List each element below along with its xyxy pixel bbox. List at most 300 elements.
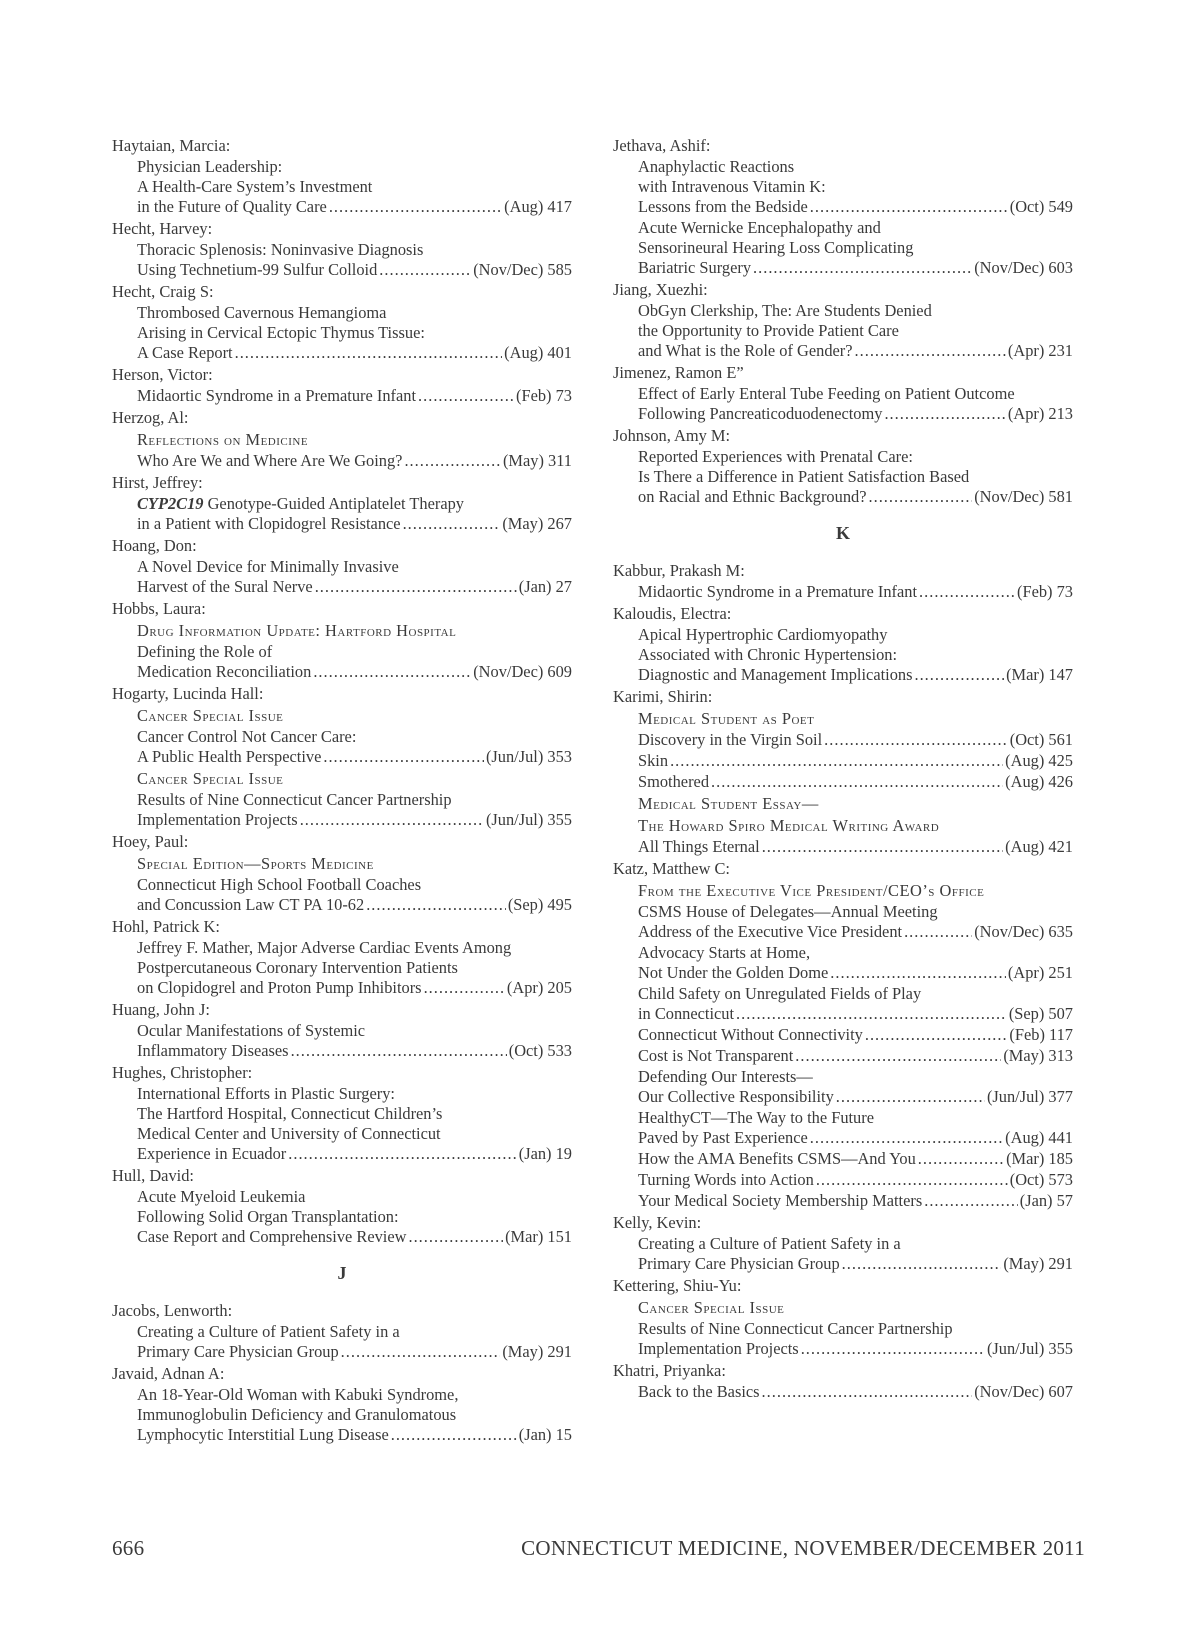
entry-title-line: and What is the Role of Gender? <box>638 341 853 360</box>
entry-title-line: Harvest of the Sural Nerve <box>137 577 313 596</box>
entry-last-line <box>137 514 572 534</box>
index-entry <box>613 1149 1073 1169</box>
entry-title-line: Creating a Culture of Patient Safety in a <box>638 1234 901 1253</box>
entry-title-line: Defining the Role of <box>137 642 273 661</box>
entry-last-line <box>137 1425 572 1445</box>
issue-page-ref: (Oct) 561 <box>1009 730 1073 749</box>
entry-title-line: Midaortic Syndrome in a Premature Infant <box>137 386 417 405</box>
entry-last-line <box>638 1149 1073 1169</box>
issue-page-ref: (May) 313 <box>1003 1046 1073 1065</box>
index-entry <box>112 938 572 998</box>
author-name: Hecht, Harvey: <box>112 219 213 238</box>
issue-page-ref: (Aug) 421 <box>1005 837 1073 856</box>
issue-page-ref: (Aug) 425 <box>1005 751 1073 770</box>
dot-leader <box>736 1004 1007 1024</box>
index-column-right <box>613 134 1073 1402</box>
index-entry <box>613 1025 1073 1045</box>
entry-last-line <box>638 730 1073 750</box>
dot-leader <box>403 514 501 534</box>
entry-title-line: with Intravenous Vitamin K: <box>638 177 826 196</box>
issue-page-ref: (Oct) 533 <box>508 1041 572 1060</box>
dot-leader <box>300 810 484 830</box>
dot-leader <box>810 1128 1003 1148</box>
issue-page-ref: (Sep) 507 <box>1008 1004 1073 1023</box>
index-entry <box>613 772 1073 792</box>
entry-title-line: Advocacy Starts at Home, <box>638 943 811 962</box>
entry-title-line: Postpercutaneous Coronary Intervention Patients <box>137 958 458 977</box>
author-block <box>613 1213 1073 1274</box>
dot-leader <box>313 662 471 682</box>
author-block <box>112 832 572 915</box>
entry-last-line <box>137 662 572 682</box>
issue-page-ref: (May) 291 <box>1003 1254 1073 1273</box>
entry-title-line: in Connecticut <box>638 1004 735 1023</box>
index-entry <box>613 1067 1073 1107</box>
index-entry <box>112 1187 572 1247</box>
author-block <box>112 599 572 682</box>
dot-leader <box>341 1342 501 1362</box>
entry-last-line <box>137 1227 572 1247</box>
index-entry <box>613 1234 1073 1274</box>
section-heading: Cancer Special Issue <box>137 769 284 788</box>
issue-page-ref: (Oct) 573 <box>1009 1170 1073 1189</box>
entry-title-line: Physician Leadership: <box>137 157 283 176</box>
issue-page-ref: (Apr) 231 <box>1007 341 1073 360</box>
index-entry <box>613 1046 1073 1066</box>
entry-title-line: Effect of Early Enteral Tube Feeding on Patient Outcome <box>638 384 1015 403</box>
author-name: Hecht, Craig S: <box>112 282 214 301</box>
dot-leader <box>424 978 505 998</box>
entry-title-line: Our Collective Responsibility <box>638 1087 834 1106</box>
entry-title-line: Inflammatory Diseases <box>137 1041 289 1060</box>
issue-page-ref: (Nov/Dec) 635 <box>974 922 1073 941</box>
issue-page-ref: (May) 291 <box>502 1342 572 1361</box>
dot-leader <box>801 1339 985 1359</box>
author-name: Hull, David: <box>112 1166 194 1185</box>
entry-title-line: Arising in Cervical Ectopic Thymus Tissue: <box>137 323 425 342</box>
author-name: Hughes, Christopher: <box>112 1063 253 1082</box>
index-entry <box>613 902 1073 942</box>
entry-title-line: Using Technetium-99 Sulfur Colloid <box>137 260 378 279</box>
entry-last-line <box>638 963 1073 983</box>
index-entry <box>112 727 572 767</box>
index-entry <box>613 730 1073 750</box>
entry-title-line: Reported Experiences with Prenatal Care: <box>638 447 913 466</box>
entry-title-line: CYP2C19 Genotype-Guided Antiplatelet Therapy <box>137 494 464 513</box>
dot-leader <box>924 1191 1018 1211</box>
entry-title-line: Thrombosed Cavernous Hemangioma <box>137 303 387 322</box>
index-entry <box>613 625 1073 685</box>
entry-title-line: on Racial and Ethnic Background? <box>638 487 867 506</box>
issue-page-ref: (Jan) 27 <box>518 577 572 596</box>
entry-last-line <box>638 1170 1073 1190</box>
entry-last-line <box>137 577 572 597</box>
entry-last-line <box>638 1128 1073 1148</box>
section-heading: Drug Information Update: Hartford Hospital <box>137 621 457 640</box>
entry-last-line <box>638 341 1073 361</box>
entry-title-line: Immunoglobulin Deficiency and Granulomatous <box>137 1405 457 1424</box>
index-entry <box>112 303 572 363</box>
entry-title-line: and Concussion Law CT PA 10-62 <box>137 895 365 914</box>
section-heading: Cancer Special Issue <box>638 1298 785 1317</box>
entry-title-line: International Efforts in Plastic Surgery: <box>137 1084 395 1103</box>
entry-last-line <box>638 1087 1073 1107</box>
entry-title-line: Implementation Projects <box>638 1339 799 1358</box>
entry-title-line: Cost is Not Transparent <box>638 1046 794 1065</box>
issue-page-ref: (Feb) 73 <box>516 386 572 405</box>
entry-last-line <box>638 258 1073 278</box>
author-name: Jethava, Ashif: <box>613 136 711 155</box>
entry-title-line: Bariatric Surgery <box>638 258 752 277</box>
index-entry <box>112 642 572 682</box>
journal-title: CONNECTICUT MEDICINE, NOVEMBER/DECEMBER 2011 <box>521 1536 1085 1560</box>
index-entry <box>112 240 572 280</box>
dot-leader <box>914 665 1004 685</box>
entry-title-line: A Case Report <box>137 343 233 362</box>
entry-last-line <box>638 404 1073 424</box>
entry-title-line: Your Medical Society Membership Matters <box>638 1191 923 1210</box>
entry-title-line: Results of Nine Connecticut Cancer Partnership <box>638 1319 953 1338</box>
author-name: Jimenez, Ramon E” <box>613 363 744 382</box>
issue-page-ref: (Nov/Dec) 609 <box>473 662 572 681</box>
entry-title-line: All Things Eternal <box>638 837 760 856</box>
page-number: 666 <box>112 1536 145 1560</box>
author-block <box>112 1000 572 1061</box>
dot-leader <box>404 451 501 471</box>
issue-page-ref: (Mar) 185 <box>1006 1149 1073 1168</box>
entry-title-line: Jeffrey F. Mather, Major Adverse Cardiac Events Among <box>137 938 512 957</box>
entry-title-line: Following Pancreaticoduodenectomy <box>638 404 883 423</box>
entry-title-line: in a Patient with Clopidogrel Resistance <box>137 514 401 533</box>
index-entry <box>112 1385 572 1445</box>
author-block <box>112 219 572 280</box>
dot-leader <box>288 1144 516 1164</box>
dot-leader <box>711 772 1003 792</box>
author-block <box>112 1166 572 1247</box>
entry-title-line: Acute Myeloid Leukemia <box>137 1187 306 1206</box>
entry-title-line: Anaphylactic Reactions <box>638 157 795 176</box>
entry-title-line: CSMS House of Delegates—Annual Meeting <box>638 902 938 921</box>
entry-last-line <box>638 487 1073 507</box>
dot-leader <box>391 1425 517 1445</box>
entry-last-line <box>638 665 1073 685</box>
dot-leader <box>408 1227 503 1247</box>
issue-page-ref: (Jun/Jul) 355 <box>485 810 572 829</box>
dot-leader <box>315 577 517 597</box>
entry-last-line <box>638 1339 1073 1359</box>
author-name: Hobbs, Laura: <box>112 599 206 618</box>
index-entry <box>613 301 1073 361</box>
author-block <box>613 363 1073 424</box>
section-heading: The Howard Spiro Medical Writing Award <box>638 816 940 835</box>
issue-page-ref: (Jan) 57 <box>1019 1191 1073 1210</box>
entry-title-line: Cancer Control Not Cancer Care: <box>137 727 357 746</box>
entry-title-line: Turning Words into Action <box>638 1170 814 1189</box>
entry-last-line <box>137 386 572 406</box>
dot-leader <box>824 730 1008 750</box>
issue-page-ref: (May) 267 <box>502 514 572 533</box>
entry-title-line: Medical Center and University of Connecticut <box>137 1124 441 1143</box>
author-block <box>112 917 572 998</box>
author-block <box>613 687 1073 857</box>
author-block <box>112 473 572 534</box>
dot-leader <box>291 1041 507 1061</box>
index-entry <box>613 218 1073 278</box>
index-entry <box>613 1319 1073 1359</box>
entry-title-line: HealthyCT—The Way to the Future <box>638 1108 874 1127</box>
author-name: Haytaian, Marcia: <box>112 136 231 155</box>
entry-title-line: the Opportunity to Provide Patient Care <box>638 321 899 340</box>
issue-page-ref: (Jan) 19 <box>518 1144 572 1163</box>
author-block <box>112 136 572 217</box>
author-name: Karimi, Shirin: <box>613 687 713 706</box>
entry-title-line: Connecticut High School Football Coaches <box>137 875 422 894</box>
issue-page-ref: (Aug) 426 <box>1005 772 1073 791</box>
issue-page-ref: (Nov/Dec) 603 <box>974 258 1073 277</box>
index-entry <box>613 1170 1073 1190</box>
entry-title-line: Ocular Manifestations of Systemic <box>137 1021 366 1040</box>
entry-title-line: Smothered <box>638 772 710 791</box>
author-block <box>112 1063 572 1164</box>
entry-last-line <box>137 978 572 998</box>
entry-title-line: How the AMA Benefits CSMS—And You <box>638 1149 916 1168</box>
dot-leader <box>816 1170 1008 1190</box>
entry-title-line: Lymphocytic Interstitial Lung Disease <box>137 1425 389 1444</box>
dot-leader <box>670 751 1003 771</box>
dot-leader <box>884 404 1005 424</box>
author-name: Kaloudis, Electra: <box>613 604 732 623</box>
issue-page-ref: (Jun/Jul) 377 <box>986 1087 1073 1106</box>
entry-title-line: Medication Reconciliation <box>137 662 312 681</box>
entry-title-line: Discovery in the Virgin Soil <box>638 730 823 749</box>
author-name: Kabbur, Prakash M: <box>613 561 745 580</box>
entry-title-line: ObGyn Clerkship, The: Are Students Denied <box>638 301 932 320</box>
dot-leader <box>418 386 514 406</box>
entry-last-line <box>638 197 1073 217</box>
issue-page-ref: (Feb) 117 <box>1009 1025 1073 1044</box>
entry-last-line <box>638 582 1073 602</box>
entry-last-line <box>137 1342 572 1362</box>
entry-title-line: An 18-Year-Old Woman with Kabuki Syndrome, <box>137 1385 459 1404</box>
entry-title-line: Child Safety on Unregulated Fields of Play <box>638 984 922 1003</box>
section-letter: K <box>835 523 850 543</box>
author-name: Hoang, Don: <box>112 536 197 555</box>
entry-last-line <box>638 1046 1073 1066</box>
index-entry <box>112 790 572 830</box>
author-name: Hohl, Patrick K: <box>112 917 220 936</box>
entry-title-line: Address of the Executive Vice President <box>638 922 903 941</box>
entry-title-line: Apical Hypertrophic Cardiomyopathy <box>638 625 888 644</box>
author-block <box>112 536 572 597</box>
author-name: Javaid, Adnan A: <box>112 1364 225 1383</box>
index-entry <box>112 1021 572 1061</box>
author-block <box>613 859 1073 1211</box>
entry-last-line <box>137 260 572 280</box>
author-name: Huang, John J: <box>112 1000 210 1019</box>
entry-title-line: Defending Our Interests— <box>638 1067 813 1086</box>
index-entry <box>613 447 1073 507</box>
author-name: Katz, Matthew C: <box>613 859 730 878</box>
section-heading: Medical Student Essay— <box>638 794 819 813</box>
entry-title-line: Back to the Basics <box>638 1382 760 1401</box>
author-name: Hoey, Paul: <box>112 832 189 851</box>
dot-leader <box>855 341 1006 361</box>
author-block <box>613 280 1073 361</box>
entry-title-line: The Hartford Hospital, Connecticut Children’s <box>137 1104 443 1123</box>
entry-title-line: A Health-Care System’s Investment <box>137 177 373 196</box>
index-entry <box>613 751 1073 771</box>
entry-last-line <box>638 751 1073 771</box>
section-heading: Reflections on Medicine <box>137 430 309 449</box>
entry-title-line: Skin <box>638 751 669 770</box>
entry-last-line <box>137 895 572 915</box>
dot-leader <box>329 197 502 217</box>
dot-leader <box>379 260 471 280</box>
dot-leader <box>235 343 503 363</box>
author-name: Hogarty, Lucinda Hall: <box>112 684 264 703</box>
issue-page-ref: (Nov/Dec) 607 <box>974 1382 1073 1401</box>
index-entry <box>613 384 1073 424</box>
entry-last-line <box>137 747 572 767</box>
gene-name: CYP2C19 <box>137 494 204 513</box>
author-name: Kelly, Kevin: <box>613 1213 702 1232</box>
index-entry <box>613 582 1073 602</box>
entry-title-line: Is There a Difference in Patient Satisfaction Based <box>638 467 970 486</box>
issue-page-ref: (May) 311 <box>502 451 572 470</box>
author-block <box>613 1276 1073 1359</box>
issue-page-ref: (Mar) 151 <box>505 1227 572 1246</box>
dot-leader <box>919 582 1015 602</box>
author-block <box>112 684 572 830</box>
entry-title-line: Primary Care Physician Group <box>638 1254 840 1273</box>
author-block <box>112 282 572 363</box>
author-name: Khatri, Priyanka: <box>613 1361 726 1380</box>
dot-leader <box>918 1149 1004 1169</box>
issue-page-ref: (Feb) 73 <box>1017 582 1073 601</box>
issue-page-ref: (Mar) 147 <box>1006 665 1073 684</box>
entry-last-line <box>137 1144 572 1164</box>
issue-page-ref: (Apr) 213 <box>1007 404 1073 423</box>
dot-leader <box>865 1025 1008 1045</box>
index-entry <box>613 984 1073 1024</box>
issue-page-ref: (Apr) 205 <box>506 978 572 997</box>
entry-last-line <box>137 1041 572 1061</box>
author-block <box>613 604 1073 685</box>
entry-last-line <box>137 810 572 830</box>
entry-last-line <box>638 837 1073 857</box>
issue-page-ref: (Aug) 441 <box>1005 1128 1073 1147</box>
author-name: Johnson, Amy M: <box>613 426 731 445</box>
entry-title-line: Creating a Culture of Patient Safety in a <box>137 1322 400 1341</box>
entry-last-line <box>638 922 1073 942</box>
entry-title-line: Who Are We and Where Are We Going? <box>137 451 403 470</box>
entry-title-line: Paved by Past Experience <box>638 1128 808 1147</box>
section-letter: J <box>337 1263 347 1283</box>
dot-leader <box>869 487 973 507</box>
index-entry <box>112 157 572 217</box>
index-entry <box>613 157 1073 217</box>
index-entry <box>613 1108 1073 1148</box>
dot-leader <box>830 963 1006 983</box>
entry-title-line: Sensorineural Hearing Loss Complicating <box>638 238 914 257</box>
entry-title-line: Thoracic Splenosis: Noninvasive Diagnosis <box>137 240 424 259</box>
issue-page-ref: (Apr) 251 <box>1007 963 1073 982</box>
entry-title-line: Following Solid Organ Transplantation: <box>137 1207 399 1226</box>
index-entry <box>112 1322 572 1362</box>
dot-leader <box>762 837 1003 857</box>
index-entry <box>112 386 572 406</box>
author-name: Herson, Victor: <box>112 365 213 384</box>
entry-title-line: Experience in Ecuador <box>137 1144 287 1163</box>
dot-leader <box>366 895 506 915</box>
entry-title-line: Diagnostic and Management Implications <box>638 665 913 684</box>
dot-leader <box>836 1087 985 1107</box>
author-block <box>613 561 1073 602</box>
entry-title-line: A Public Health Perspective <box>137 747 322 766</box>
entry-title-line: in the Future of Quality Care <box>137 197 327 216</box>
issue-page-ref: (Nov/Dec) 581 <box>974 487 1073 506</box>
entry-title-line: Midaortic Syndrome in a Premature Infant <box>638 582 918 601</box>
index-column-left <box>112 134 572 1445</box>
section-heading: Special Edition—Sports Medicine <box>137 854 374 873</box>
entry-last-line <box>137 197 572 217</box>
dot-leader <box>753 258 972 278</box>
entry-last-line <box>638 772 1073 792</box>
entry-last-line <box>137 343 572 363</box>
entry-title-line: Results of Nine Connecticut Cancer Partnership <box>137 790 452 809</box>
entry-title-line: on Clopidogrel and Proton Pump Inhibitors <box>137 978 422 997</box>
dot-leader <box>842 1254 1002 1274</box>
entry-title-line: A Novel Device for Minimally Invasive <box>137 557 399 576</box>
author-block <box>613 136 1073 278</box>
index-entry <box>613 1382 1073 1402</box>
index-entry <box>112 451 572 471</box>
entry-title-line: Connecticut Without Connectivity <box>638 1025 863 1044</box>
index-entry <box>112 1084 572 1164</box>
issue-page-ref: (Aug) 417 <box>504 197 572 216</box>
index-entry <box>112 875 572 915</box>
index-entry <box>613 1191 1073 1211</box>
issue-page-ref: (Aug) 401 <box>504 343 572 362</box>
issue-page-ref: (Oct) 549 <box>1009 197 1073 216</box>
entry-title-line: Implementation Projects <box>137 810 298 829</box>
author-name: Kettering, Shiu-Yu: <box>613 1276 742 1295</box>
entry-last-line <box>638 1004 1073 1024</box>
dot-leader <box>323 747 484 767</box>
entry-title-line: Primary Care Physician Group <box>137 1342 339 1361</box>
author-block <box>112 1364 572 1445</box>
section-heading: Cancer Special Issue <box>137 706 284 725</box>
author-name: Hirst, Jeffrey: <box>112 473 203 492</box>
author-block <box>112 365 572 406</box>
author-block <box>112 408 572 471</box>
entry-title-line: Not Under the Golden Dome <box>638 963 829 982</box>
issue-page-ref: (Jun/Jul) 353 <box>485 747 572 766</box>
section-heading: Medical Student as Poet <box>638 709 815 728</box>
author-name: Jiang, Xuezhi: <box>613 280 708 299</box>
page-footer <box>112 1536 1085 1560</box>
author-name: Herzog, Al: <box>112 408 189 427</box>
entry-title-line: Lessons from the Bedside <box>638 197 808 216</box>
dot-leader <box>904 922 972 942</box>
entry-title-line: Acute Wernicke Encephalopathy and <box>638 218 881 237</box>
author-block <box>613 426 1073 507</box>
entry-title-line: Case Report and Comprehensive Review <box>137 1227 407 1246</box>
dot-leader <box>795 1046 1001 1066</box>
entry-last-line <box>638 1254 1073 1274</box>
index-entry <box>613 837 1073 857</box>
entry-last-line <box>137 451 572 471</box>
